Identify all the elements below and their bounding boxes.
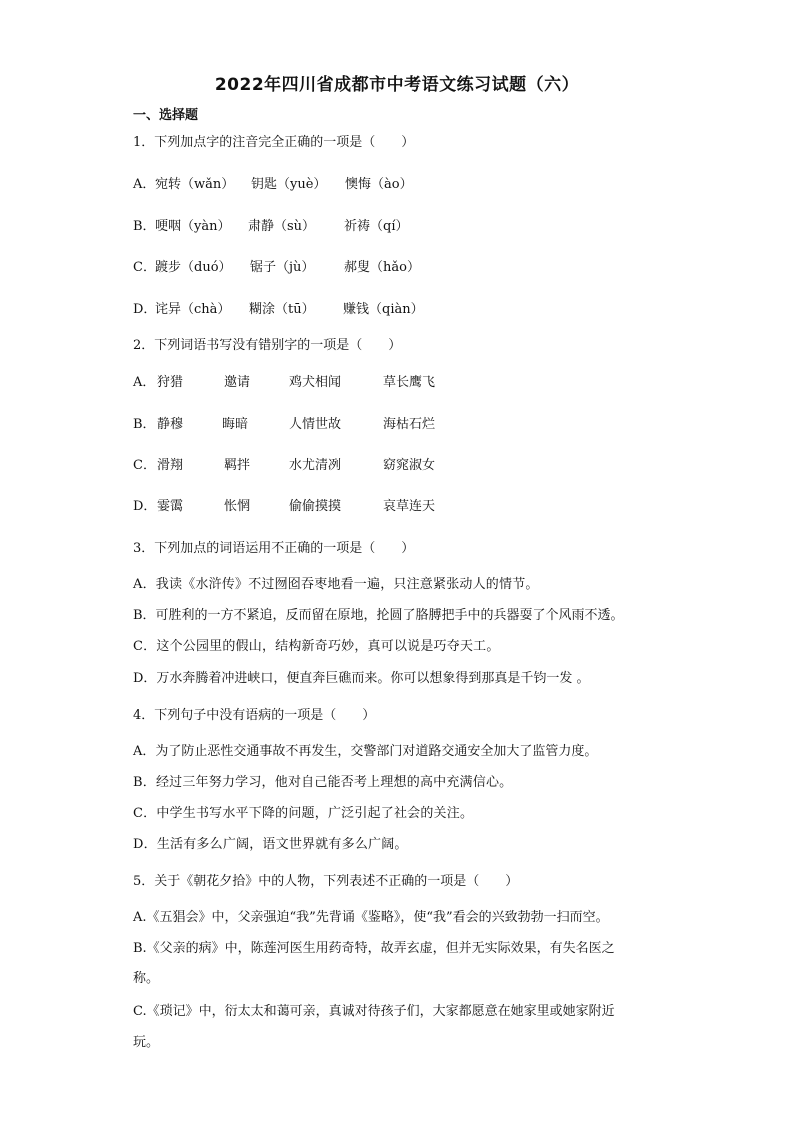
option-label: A． [133,177,156,192]
q1-option-c [133,259,433,277]
q1-stem: 1．下列加点字的注音完全正确的一项是（ ） [133,135,415,150]
option-item: 邀请 [224,375,251,390]
option-item: 哀草连天 [383,499,436,514]
q1-option-b [133,218,433,236]
q3-option-a: A．我读《水浒传》不过囫囵吞枣地看一遍，只注意紧张动人的情节。 [133,577,539,592]
q5-stem: 5．关于《朝花夕拾》中的人物，下列表述不正确的一项是（ ） [133,874,519,889]
option-item: 窈窕淑女 [383,458,436,473]
option-label: B． [133,417,156,432]
option-item: 霎霭 [157,499,184,514]
option-item: 赚钱（qiàn） [343,302,424,317]
option-item: 水尤清冽 [289,458,342,473]
option-label: C． [133,458,156,473]
q1-option-a [133,176,433,194]
q4-stem: 4．下列句子中没有语病的一项是（ ） [133,708,376,723]
option-item: 祈祷（qí） [344,219,409,234]
option-item: 狩猎 [157,375,184,390]
q4-option-b: B．经过三年努力学习，他对自己能否考上理想的高中充满信心。 [133,775,513,790]
q2-stem: 2．下列词语书写没有错别字的一项是（ ） [133,338,402,353]
option-item: 肃静（sù） [248,219,316,234]
q1-option-d [133,301,433,319]
option-item: 宛转（wǎn） [155,177,235,192]
option-item: 郝叟（hǎo） [344,260,420,275]
page-title: 2022年四川省成都市中考语文练习试题（六） [214,75,580,95]
option-item: 怅惘 [224,499,251,514]
q2-option-b [133,416,453,434]
option-label: C． [133,260,156,275]
q4-option-c: C．中学生书写水平下降的问题，广泛引起了社会的关注。 [133,806,474,821]
option-label: D． [133,499,157,514]
q4-option-a: A．为了防止恶性交通事故不再发生，交警部门对道路交通安全加大了监管力度。 [133,744,598,759]
option-item: 哽咽（yàn） [155,219,231,234]
option-label: A． [133,375,156,390]
option-item: 草长鹰飞 [383,375,436,390]
q2-option-d [133,498,453,516]
option-item: 羁拌 [224,458,251,473]
option-item: 懊悔（ào） [345,177,413,192]
option-item: 诧异（chà） [155,302,231,317]
section-heading: 一、选择题 [133,108,199,123]
q3-option-c: C．这个公园里的假山，结构新奇巧妙，真可以说是巧夺天工。 [133,639,500,654]
q5-option-c-line2: 玩。 [133,1035,160,1050]
q2-option-c [133,457,453,475]
q3-stem: 3．下列加点的词语运用不正确的一项是（ ） [133,541,415,556]
option-item: 海枯石烂 [383,417,436,432]
q4-option-d: D．生活有多么广阔，语文世界就有多么广阔。 [133,837,408,852]
option-item: 踱步（duó） [155,260,232,275]
option-item: 钥匙（yuè） [251,177,327,192]
q5-option-b-line2: 称。 [133,971,160,986]
q5-option-b-line1: B.《父亲的病》中，陈莲河医生用药奇特，故弄玄虚，但并无实际效果，有失名医之 [133,941,615,956]
option-item: 偷偷摸摸 [289,499,342,514]
option-item: 糊涂（tū） [249,302,315,317]
q3-option-b: B．可胜利的一方不紧追，反而留在原地，抡圆了胳膊把手中的兵器耍了个风雨不透。 [133,608,624,623]
q5-option-a: A.《五猖会》中，父亲强迫“我”先背诵《鉴略》，使“我”看会的兴致勃勃一扫而空。 [133,910,609,925]
option-item: 锯子（jù） [250,260,315,275]
option-item: 晦暗 [222,417,249,432]
option-label: B． [133,219,156,234]
option-item: 静穆 [157,417,184,432]
option-item: 人情世故 [289,417,342,432]
q5-option-c-line1: C.《琐记》中，衍太太和蔼可亲，真诚对待孩子们，大家都愿意在她家里或她家附近 [133,1004,615,1019]
q2-option-a [133,374,453,392]
option-label: D． [133,302,157,317]
option-item: 鸡犬相闻 [289,375,342,390]
option-item: 滑翔 [157,458,184,473]
q3-option-d: D．万水奔腾着冲进峡口，便直奔巨礁而来。你可以想象得到那真是千钧一发 。 [133,671,590,686]
